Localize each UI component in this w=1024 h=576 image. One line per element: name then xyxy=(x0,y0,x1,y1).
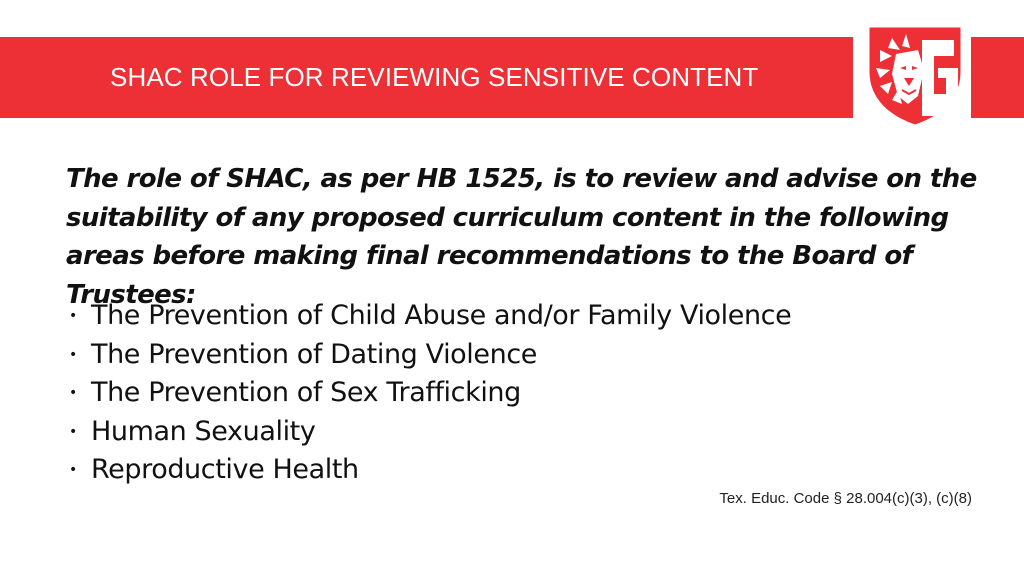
list-item-label: The Prevention of Dating Violence xyxy=(91,338,537,370)
bullet-icon: • xyxy=(69,423,77,440)
bullet-icon: • xyxy=(69,308,77,324)
list-item-label: The Prevention of Sex Trafficking xyxy=(91,377,521,408)
header-band-right xyxy=(971,37,1024,118)
list-item xyxy=(66,297,791,336)
citation: Tex. Educ. Code § 28.004(c)(3), (c)(8) xyxy=(719,490,972,507)
bullet-icon: • xyxy=(69,346,77,363)
list-item xyxy=(66,413,791,452)
intro-text: The role of SHAC, as per HB 1525, is to review and advise on the suitability of any proposed curriculum content in the following areas before making final recommendations to the Board of Trustees: xyxy=(66,164,977,310)
bullet-icon: • xyxy=(69,462,77,478)
bullet-list xyxy=(66,297,791,490)
list-item-label: Reproductive Health xyxy=(91,454,359,485)
list-item xyxy=(66,374,791,413)
lion-shield-g-icon xyxy=(862,20,968,130)
list-item-label: The Prevention of Child Abuse and/or Family Violence xyxy=(91,300,792,331)
slide-title: SHAC ROLE FOR REVIEWING SENSITIVE CONTENT xyxy=(110,62,759,92)
list-item xyxy=(66,336,791,375)
bullet-icon: • xyxy=(69,385,77,401)
list-item xyxy=(66,451,791,490)
list-item-label: Human Sexuality xyxy=(91,415,316,447)
